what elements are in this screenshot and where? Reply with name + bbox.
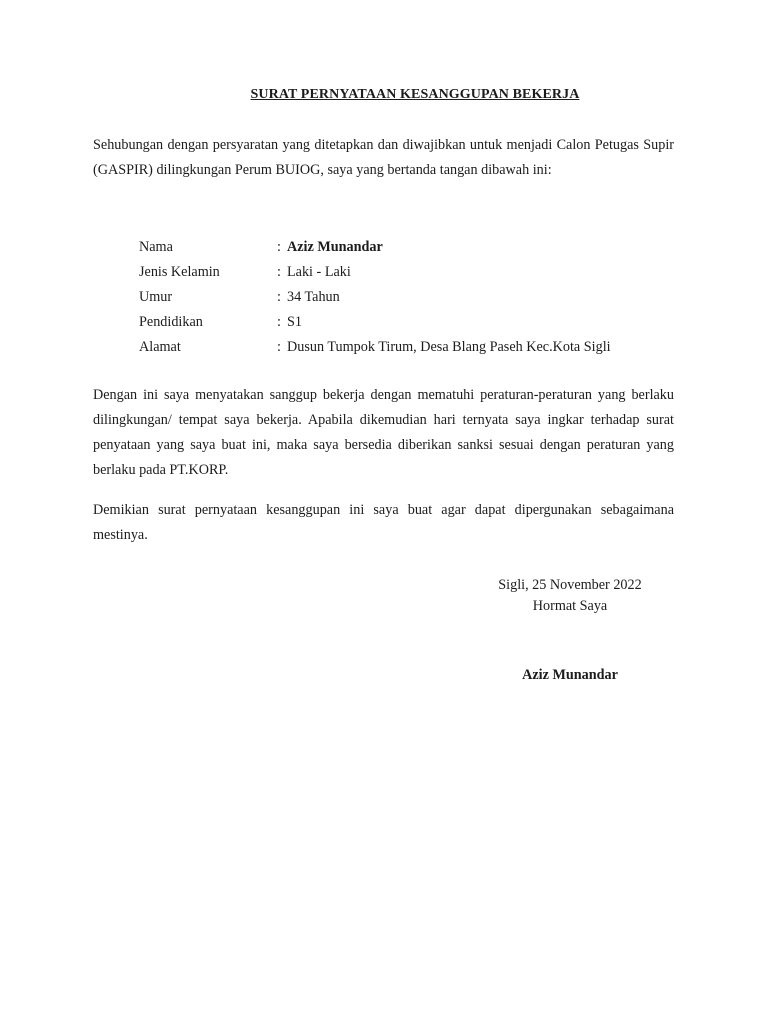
field-colon: : xyxy=(277,239,281,255)
field-value-age: 34 Tahun xyxy=(287,289,340,305)
signature-name: Aziz Munandar xyxy=(522,667,618,683)
signature-place-date: Sigli, 25 November 2022 xyxy=(498,577,642,593)
field-colon: : xyxy=(277,264,281,280)
field-value-name: Aziz Munandar xyxy=(287,239,383,255)
field-value-address: Dusun Tumpok Tirum, Desa Blang Paseh Kec.Kota Sigli xyxy=(287,339,611,355)
field-value-gender: Laki - Laki xyxy=(287,264,351,280)
field-label: Pendidikan xyxy=(139,314,203,330)
field-colon: : xyxy=(277,314,281,330)
closing-paragraph: Demikian surat pernyataan kesanggupan ini saya buat agar dapat dipergunakan sebagaimana mestinya. xyxy=(93,502,674,543)
field-colon: : xyxy=(277,289,281,305)
field-row-umur xyxy=(139,285,699,310)
field-row-pendidikan xyxy=(139,310,699,335)
statement-paragraph: Dengan ini saya menyatakan sanggup bekerja dengan mematuhi peraturan-peraturan yang berlaku dilingkungan/ tempat saya bekerja. Apabila dikemudian hari ternyata saya ingkar terhadap surat penyataan yang saya buat ini, maka saya bersedia diberikan sanksi sesuai dengan peraturan yang berlaku pada PT.KORP. xyxy=(93,387,674,478)
field-label: Nama xyxy=(139,239,173,255)
field-row-nama xyxy=(139,235,699,260)
field-row-alamat xyxy=(139,335,699,360)
intro-paragraph: Sehubungan dengan persyaratan yang ditetapkan dan diwajibkan untuk menjadi Calon Petugas Supir (GASPIR) dilingkungan Perum BUIOG, saya yang bertanda tangan dibawah ini: xyxy=(93,137,674,178)
field-row-jenis-kelamin xyxy=(139,260,699,285)
field-value-education: S1 xyxy=(287,314,302,330)
field-colon: : xyxy=(277,339,281,355)
document-title: SURAT PERNYATAAN KESANGGUPAN BEKERJA xyxy=(250,87,580,102)
field-label: Jenis Kelamin xyxy=(139,264,220,280)
field-label: Umur xyxy=(139,289,173,305)
field-label: Alamat xyxy=(139,339,181,355)
signature-greeting: Hormat Saya xyxy=(532,598,608,614)
identity-fields xyxy=(139,235,699,360)
